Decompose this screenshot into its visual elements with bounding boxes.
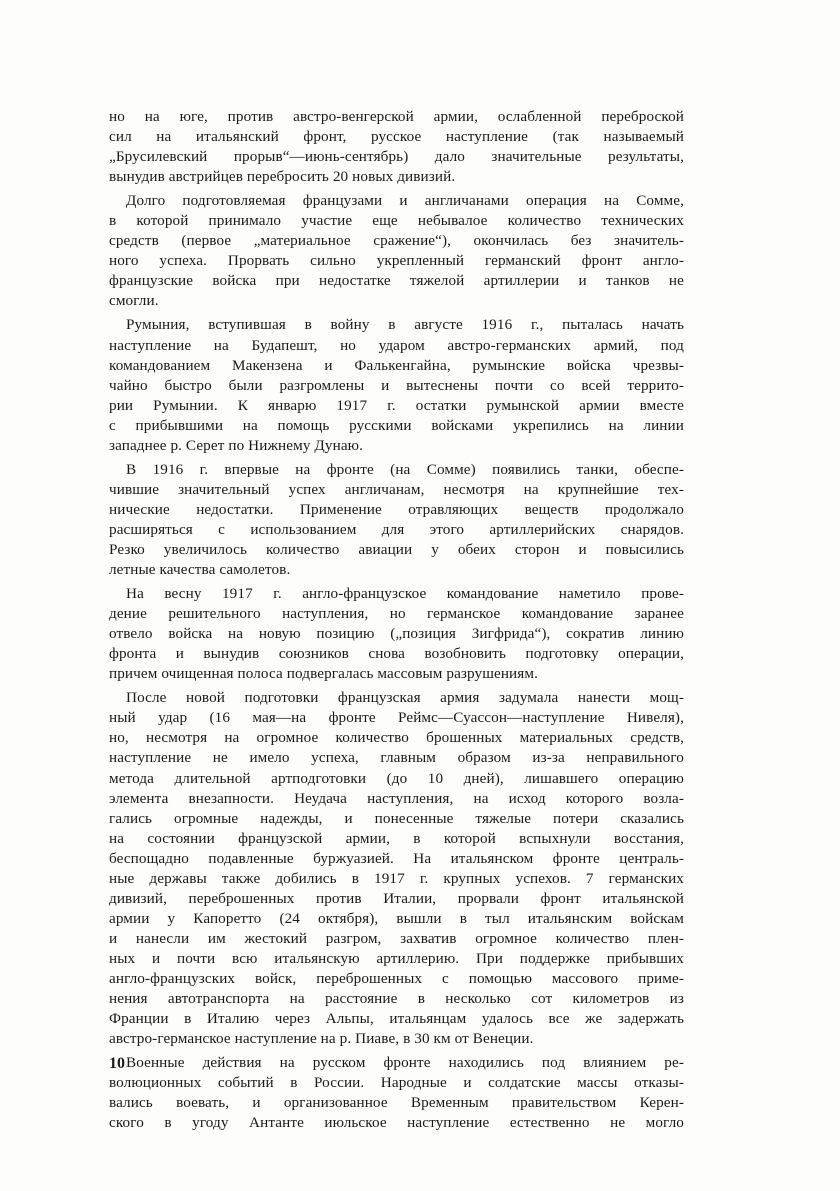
paragraph bbox=[109, 107, 684, 187]
text-line: фронта и вынудив союзников снова возобновить подготовку операции, bbox=[109, 645, 684, 663]
text-line: англо-французских войск, переброшенных с помощью массового приме- bbox=[109, 969, 684, 987]
text-line: сил на итальянский фронт, русское наступление (так называемый bbox=[109, 128, 684, 146]
text-line: нения автотранспорта на расстояние в несколько сот километров из bbox=[109, 990, 684, 1008]
paragraph bbox=[109, 1053, 684, 1133]
paragraph bbox=[109, 460, 684, 580]
text-line: и нанесли им жестокий разгром, захватив огромное количество плен- bbox=[109, 929, 684, 947]
text-line: После новой подготовки французская армия задумала нанести мощ- bbox=[126, 689, 684, 707]
text-line: ных и почти всю итальянскую артиллерию. При поддержке прибывших bbox=[109, 949, 684, 967]
text-line: вались воевать, и организованное Временным правительством Керен- bbox=[109, 1094, 684, 1112]
text-line: элемента внезапности. Неудача наступления, на исход которого возла- bbox=[109, 789, 684, 807]
text-line: дивизий, переброшенных против Италии, прорвали фронт итальянской bbox=[109, 889, 684, 907]
text-line: метода длительной артподготовки (до 10 дней), лишавшего операцию bbox=[109, 769, 684, 787]
text-line: Румыния, вступившая в войну в августе 1916 г., пыталась начать bbox=[126, 316, 684, 334]
text-line: французские войска при недостатке тяжелой артиллерии и танков не bbox=[109, 272, 684, 290]
text-line: Военные действия на русском фронте находились под влиянием ре- bbox=[126, 1054, 684, 1072]
text-line: отвело войска на новую позицию („позиция Зигфрида“), сократив линию bbox=[109, 625, 684, 643]
text-line: чайно быстро были разгромлены и вытеснены почти со всей террито- bbox=[109, 376, 684, 394]
text-line: Долго подготовляемая французами и англичанами операция на Сомме, bbox=[126, 192, 684, 210]
text-line: рии Румынии. К январю 1917 г. остатки румынской армии вместе bbox=[109, 396, 684, 414]
text-line: беспощадно подавленные буржуазией. На итальянском фронте централь- bbox=[109, 849, 684, 867]
paragraph bbox=[109, 191, 684, 311]
text-line: чившие значительный успех англичанам, несмотря на крупнейшие тех- bbox=[109, 480, 684, 498]
text-line: Франции в Италию через Альпы, итальянцам удалось все же задержать bbox=[109, 1010, 684, 1028]
text-line: На весну 1917 г. англо-французское командование наметило прове- bbox=[126, 585, 684, 603]
text-line: ный удар (16 мая—на фронте Реймс—Суассон—наступление Нивеля), bbox=[109, 709, 684, 727]
text-line: наступление не имело успеха, главным образом из-за неправильного bbox=[109, 749, 684, 767]
text-line: смогли. bbox=[109, 292, 159, 310]
text-line: наступление на Будапешт, но ударом австро-германских армий, под bbox=[109, 336, 684, 354]
text-line: причем очищенная полоса подвергалась массовым разрушениям. bbox=[109, 665, 538, 683]
page-number: 10 bbox=[109, 1055, 125, 1072]
text-line: нические недостатки. Применение отравляющих веществ продолжало bbox=[109, 500, 684, 518]
text-line: с прибывшими на помощь русскими войсками укрепились на линии bbox=[109, 416, 684, 434]
text-line: австро-германское наступление на р. Пиаве, в 30 км от Венеции. bbox=[109, 1030, 534, 1048]
text-line: В 1916 г. впервые на фронте (на Сомме) появились танки, обеспе- bbox=[126, 460, 684, 478]
text-line: гались огромные надежды, и понесенные тяжелые потери сказались bbox=[109, 809, 684, 827]
text-line: западнее р. Серет по Нижнему Дунаю. bbox=[109, 436, 363, 454]
text-line: Резко увеличилось количество авиации у обеих сторон и повысились bbox=[109, 540, 684, 558]
paragraph bbox=[109, 315, 684, 455]
text-line: дение решительного наступления, но германское командование заранее bbox=[109, 605, 684, 623]
text-line: „Брусилевский прорыв“—июнь-сентябрь) дало значительные результаты, bbox=[109, 148, 684, 166]
text-line: летные качества самолетов. bbox=[109, 561, 291, 579]
body-text bbox=[109, 103, 684, 1133]
text-line: в которой принимало участие еще небывалое количество технических bbox=[109, 212, 684, 230]
text-line: но на юге, против австро-венгерской армии, ослабленной переброской bbox=[109, 108, 684, 125]
text-line: ского в угоду Антанте июльское наступление естественно не могло bbox=[109, 1114, 684, 1132]
text-line: волюционных событий в России. Народные и солдатские массы отказы- bbox=[109, 1074, 684, 1092]
text-line: ные державы также добились в 1917 г. крупных успехов. 7 германских bbox=[109, 869, 684, 887]
text-line: ного успеха. Прорвать сильно укрепленный германский фронт англо- bbox=[109, 252, 684, 270]
text-line: но, несмотря на огромное количество брошенных материальных средств, bbox=[109, 729, 684, 747]
paragraph bbox=[109, 688, 684, 1049]
text-line: вынудив австрийцев перебросить 20 новых дивизий. bbox=[109, 168, 456, 186]
text-line: армии у Капоретто (24 октября), вышли в тыл итальянским войскам bbox=[109, 909, 684, 927]
text-line: на состоянии французской армии, в которой вспыхнули восстания, bbox=[109, 829, 684, 847]
text-line: командованием Макензена и Фалькенгайна, румынские войска чрезвы- bbox=[109, 356, 684, 374]
text-line: расширяться с использованием для этого артиллерийских снарядов. bbox=[109, 520, 684, 538]
paragraph bbox=[109, 584, 684, 684]
text-line: средств (первое „материальное сражение“), окончилась без значитель- bbox=[109, 232, 684, 250]
